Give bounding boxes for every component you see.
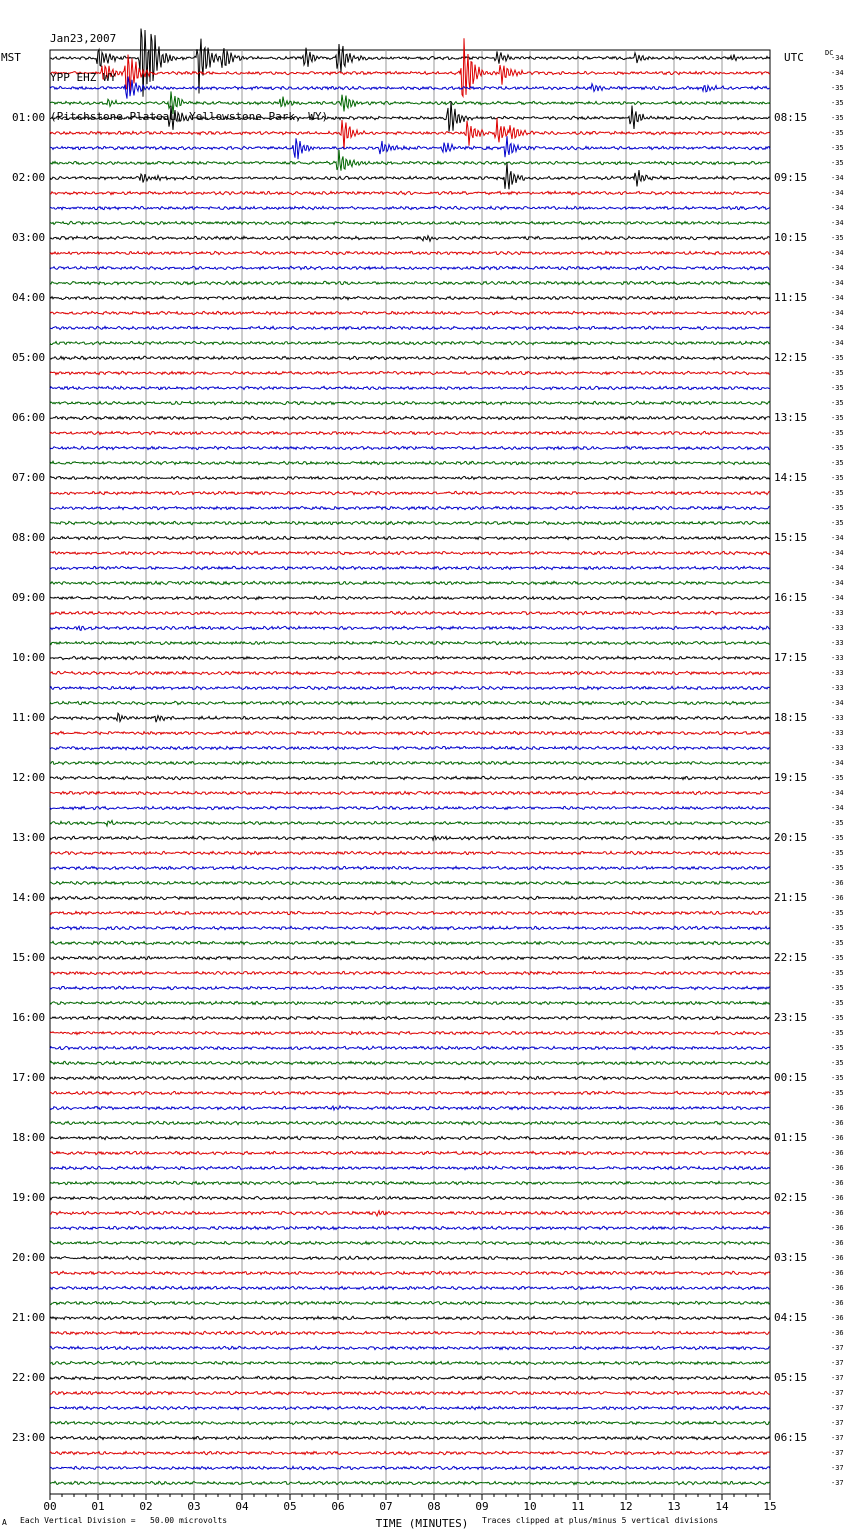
trace-line (50, 1181, 770, 1184)
dc-offset-label: -34 (831, 549, 844, 557)
utc-hour-label: 06:15 (774, 1431, 808, 1444)
dc-offset-label: -36 (831, 1224, 844, 1232)
trace-line (50, 701, 770, 704)
dc-offset-label: -35 (831, 414, 844, 422)
trace-line (50, 713, 770, 722)
trace-line (50, 1046, 770, 1049)
utc-hour-label: 00:15 (774, 1071, 808, 1084)
dc-offset-label: -34 (831, 294, 844, 302)
trace-line (50, 1376, 770, 1379)
trace-line (50, 1196, 770, 1199)
trace-line (50, 206, 770, 209)
utc-hour-label: 08:15 (774, 111, 808, 124)
dc-offset-label: -35 (831, 144, 844, 152)
mst-hour-label: 12:00 (12, 771, 46, 784)
dc-offset-label: -37 (831, 1419, 844, 1427)
trace-line (50, 821, 770, 827)
dc-offset-label: -35 (831, 384, 844, 392)
x-tick-label: 05 (283, 1500, 297, 1513)
utc-hour-label: 01:15 (774, 1131, 808, 1144)
footer-clip: Traces clipped at plus/minus 5 vertical divisions (482, 1516, 719, 1525)
dc-offset-label: -35 (831, 234, 844, 242)
dc-offset-label: -37 (831, 1344, 844, 1352)
utc-hour-label: 12:15 (774, 351, 808, 364)
dc-offset-label: -36 (831, 1269, 844, 1277)
dc-offset-label: -35 (831, 1044, 844, 1052)
trace-line (50, 491, 770, 494)
utc-hour-label: 05:15 (774, 1371, 808, 1384)
utc-hour-label: 03:15 (774, 1251, 808, 1264)
dc-offset-label: -33 (831, 624, 844, 632)
trace-line (50, 136, 770, 159)
x-tick-label: 11 (571, 1500, 585, 1513)
utc-hour-label: 18:15 (774, 711, 808, 724)
dc-offset-label: -34 (831, 324, 844, 332)
dc-offset-label: -35 (831, 819, 844, 827)
dc-offset-label: -35 (831, 864, 844, 872)
trace-line (50, 1451, 770, 1454)
dc-offset-label: -37 (831, 1449, 844, 1457)
trace-line (50, 1436, 770, 1439)
dc-offset-label: -34 (831, 204, 844, 212)
trace-line (50, 1121, 770, 1124)
dc-offset-label: -33 (831, 654, 844, 662)
dc-offset-label: -36 (831, 1134, 844, 1142)
trace-line (50, 461, 770, 464)
trace-line (50, 941, 770, 944)
dc-offset-label: -33 (831, 714, 844, 722)
dc-offset-label: -35 (831, 504, 844, 512)
dc-offset-label: -35 (831, 969, 844, 977)
trace-line (50, 1241, 770, 1244)
dc-offset-label: -35 (831, 939, 844, 947)
trace-line (50, 1466, 770, 1469)
mst-hour-label: 08:00 (12, 531, 46, 544)
trace-line (50, 236, 770, 242)
trace-line (50, 641, 770, 644)
x-tick-label: 06 (331, 1500, 345, 1513)
trace-line (50, 506, 770, 509)
dc-offset-label: -37 (831, 1359, 844, 1367)
utc-hour-label: 14:15 (774, 471, 808, 484)
mst-hour-label: 22:00 (12, 1371, 46, 1384)
dc-offset-label: -35 (831, 459, 844, 467)
mst-hour-label: 13:00 (12, 831, 46, 844)
dc-offset-label: -36 (831, 1254, 844, 1262)
dc-offset-label: -35 (831, 399, 844, 407)
trace-line (50, 1076, 770, 1079)
trace-line (50, 791, 770, 794)
trace-line (50, 281, 770, 284)
trace-line (50, 746, 770, 749)
trace-line (50, 881, 770, 884)
trace-line (50, 911, 770, 914)
header (50, 6, 328, 136)
x-tick-label: 13 (667, 1500, 681, 1513)
dc-offset-label: -34 (831, 54, 844, 62)
trace-line (50, 1391, 770, 1394)
trace-line (50, 296, 770, 299)
trace-line (50, 1061, 770, 1064)
mst-hour-label: 16:00 (12, 1011, 46, 1024)
trace-line (50, 221, 770, 224)
mst-hour-label: 04:00 (12, 291, 46, 304)
mst-hour-label: 19:00 (12, 1191, 46, 1204)
dc-offset-label: -34 (831, 264, 844, 272)
x-tick-label: 14 (715, 1500, 729, 1513)
trace-line (50, 326, 770, 329)
dc-offset-label: -36 (831, 1104, 844, 1112)
utc-label: UTC (784, 51, 804, 64)
dc-offset-label: -35 (831, 1014, 844, 1022)
trace-line (50, 806, 770, 809)
header-station: YPP EHZ WY (50, 71, 117, 84)
dc-offset-label: -34 (831, 189, 844, 197)
header-date: Jan23,2007 (50, 32, 117, 45)
mst-hour-label: 02:00 (12, 171, 46, 184)
trace-line (50, 1226, 770, 1229)
trace-line (50, 356, 770, 359)
dc-offset-label: -36 (831, 1194, 844, 1202)
dc-label: DC (825, 49, 834, 57)
dc-offset-label: -35 (831, 924, 844, 932)
trace-line (50, 1406, 770, 1409)
trace-line (50, 1331, 770, 1334)
dc-offset-label: -37 (831, 1434, 844, 1442)
footer-scale: Each Vertical Division = 50.00 microvolts (20, 1516, 228, 1525)
trace-line (50, 566, 770, 569)
trace-line (50, 626, 770, 630)
trace-line (50, 611, 770, 614)
trace-line (50, 1016, 770, 1019)
dc-offset-label: -35 (831, 159, 844, 167)
dc-offset-label: -34 (831, 69, 844, 77)
trace-line (50, 536, 770, 539)
x-tick-label: 03 (187, 1500, 201, 1513)
trace-line (50, 311, 770, 314)
dc-offset-label: -36 (831, 1329, 844, 1337)
dc-offset-label: -35 (831, 114, 844, 122)
dc-offset-label: -35 (831, 444, 844, 452)
utc-hour-label: 04:15 (774, 1311, 808, 1324)
dc-offset-label: -35 (831, 1059, 844, 1067)
dc-offset-label: -34 (831, 789, 844, 797)
trace-line (50, 386, 770, 389)
trace-line (50, 446, 770, 449)
trace-line (50, 431, 770, 434)
dc-offset-label: -36 (831, 1119, 844, 1127)
dc-offset-label: -35 (831, 834, 844, 842)
trace-line (50, 1346, 770, 1349)
dc-offset-label: -36 (831, 1149, 844, 1157)
trace-line (50, 163, 770, 190)
mst-hour-label: 21:00 (12, 1311, 46, 1324)
trace-line (50, 341, 770, 344)
trace-line (50, 1361, 770, 1364)
trace-line (50, 866, 770, 869)
x-tick-label: 04 (235, 1500, 249, 1513)
trace-line (50, 150, 770, 171)
trace-line (50, 476, 770, 479)
dc-offset-label: -35 (831, 909, 844, 917)
trace-line (50, 401, 770, 404)
utc-hour-label: 21:15 (774, 891, 808, 904)
dc-offset-label: -36 (831, 1314, 844, 1322)
utc-hour-label: 19:15 (774, 771, 808, 784)
trace-line (50, 551, 770, 554)
x-tick-label: 12 (619, 1500, 633, 1513)
mst-hour-label: 03:00 (12, 231, 46, 244)
trace-line (50, 1301, 770, 1304)
trace-line (50, 191, 770, 194)
dc-offset-label: -35 (831, 984, 844, 992)
trace-line (50, 1421, 770, 1424)
utc-hour-label: 20:15 (774, 831, 808, 844)
mst-hour-label: 15:00 (12, 951, 46, 964)
dc-offset-label: -34 (831, 564, 844, 572)
trace-line (50, 956, 770, 959)
x-tick-label: 07 (379, 1500, 393, 1513)
mst-hour-label: 06:00 (12, 411, 46, 424)
utc-hour-label: 10:15 (774, 231, 808, 244)
dc-offset-label: -34 (831, 249, 844, 257)
x-tick-label: 02 (139, 1500, 153, 1513)
utc-hour-label: 13:15 (774, 411, 808, 424)
dc-offset-label: -35 (831, 999, 844, 1007)
x-tick-label: 00 (43, 1500, 57, 1513)
dc-offset-label: -37 (831, 1404, 844, 1412)
dc-offset-label: -33 (831, 744, 844, 752)
trace-line (50, 1136, 770, 1139)
dc-offset-label: -34 (831, 534, 844, 542)
mst-hour-label: 01:00 (12, 111, 46, 124)
utc-hour-label: 17:15 (774, 651, 808, 664)
dc-offset-label: -36 (831, 1164, 844, 1172)
dc-offset-label: -34 (831, 174, 844, 182)
dc-offset-label: -35 (831, 519, 844, 527)
dc-offset-label: -34 (831, 219, 844, 227)
dc-offset-label: -34 (831, 309, 844, 317)
trace-line (50, 926, 770, 929)
trace-line (50, 776, 770, 779)
dc-offset-label: -35 (831, 429, 844, 437)
x-tick-label: 15 (763, 1500, 777, 1513)
dc-offset-label: -36 (831, 1209, 844, 1217)
trace-line (50, 1091, 770, 1094)
trace-line (50, 371, 770, 374)
dc-offset-label: -36 (831, 879, 844, 887)
dc-offset-label: -33 (831, 729, 844, 737)
dc-offset-label: -35 (831, 1089, 844, 1097)
trace-line (50, 1106, 770, 1110)
trace-line (50, 686, 770, 689)
x-tick-label: 01 (91, 1500, 105, 1513)
trace-line (50, 1286, 770, 1289)
dc-offset-label: -35 (831, 954, 844, 962)
utc-hour-label: 22:15 (774, 951, 808, 964)
dc-offset-label: -34 (831, 594, 844, 602)
dc-offset-label: -34 (831, 579, 844, 587)
dc-offset-label: -34 (831, 699, 844, 707)
footer-mark: A (2, 1518, 7, 1527)
mst-hour-label: 20:00 (12, 1251, 46, 1264)
mst-hour-label: 18:00 (12, 1131, 46, 1144)
dc-offset-label: -35 (831, 1029, 844, 1037)
dc-offset-label: -37 (831, 1464, 844, 1472)
utc-hour-label: 02:15 (774, 1191, 808, 1204)
dc-offset-label: -36 (831, 1299, 844, 1307)
dc-offset-label: -35 (831, 1074, 844, 1082)
trace-line (50, 416, 770, 419)
trace-line (50, 1001, 770, 1004)
trace-line (50, 1256, 770, 1259)
utc-hour-label: 23:15 (774, 1011, 808, 1024)
mst-hour-label: 11:00 (12, 711, 46, 724)
dc-offset-label: -35 (831, 774, 844, 782)
x-tick-label: 09 (475, 1500, 489, 1513)
dc-offset-label: -35 (831, 354, 844, 362)
mst-hour-label: 14:00 (12, 891, 46, 904)
dc-offset-label: -36 (831, 1239, 844, 1247)
utc-hour-label: 09:15 (774, 171, 808, 184)
dc-offset-label: -34 (831, 279, 844, 287)
dc-offset-label: -33 (831, 639, 844, 647)
dc-offset-label: -33 (831, 669, 844, 677)
dc-offset-label: -35 (831, 129, 844, 137)
mst-hour-label: 09:00 (12, 591, 46, 604)
trace-line (50, 851, 770, 854)
utc-hour-label: 16:15 (774, 591, 808, 604)
dc-offset-label: -36 (831, 1284, 844, 1292)
utc-hour-label: 15:15 (774, 531, 808, 544)
mst-hour-label: 05:00 (12, 351, 46, 364)
dc-offset-label: -37 (831, 1389, 844, 1397)
mst-hour-label: 10:00 (12, 651, 46, 664)
dc-offset-label: -35 (831, 369, 844, 377)
x-tick-label: 10 (523, 1500, 537, 1513)
trace-line (50, 761, 770, 764)
dc-offset-label: -36 (831, 894, 844, 902)
mst-hour-label: 07:00 (12, 471, 46, 484)
trace-line (50, 731, 770, 734)
trace-line (50, 656, 770, 659)
trace-line (50, 971, 770, 974)
trace-line (50, 581, 770, 584)
trace-line (50, 1481, 770, 1484)
trace-line (50, 596, 770, 599)
trace-line (50, 836, 770, 840)
dc-offset-label: -34 (831, 804, 844, 812)
trace-line (50, 1151, 770, 1154)
dc-offset-label: -33 (831, 684, 844, 692)
trace-line (50, 1211, 770, 1216)
dc-offset-label: -35 (831, 84, 844, 92)
trace-line (50, 986, 770, 989)
header-location: (Pitchstone Plateau, Yellowstone Park, WY) (50, 110, 329, 123)
x-tick-label: 08 (427, 1500, 441, 1513)
dc-offset-label: -35 (831, 849, 844, 857)
trace-line (50, 266, 770, 269)
utc-hour-label: 11:15 (774, 291, 808, 304)
mst-hour-label: 23:00 (12, 1431, 46, 1444)
dc-offset-label: -36 (831, 1179, 844, 1187)
trace-line (50, 1031, 770, 1034)
dc-offset-label: -33 (831, 609, 844, 617)
dc-offset-label: -37 (831, 1479, 844, 1487)
trace-line (50, 521, 770, 524)
dc-offset-label: -37 (831, 1374, 844, 1382)
trace-line (50, 1316, 770, 1319)
dc-offset-label: -34 (831, 339, 844, 347)
x-axis-label: TIME (MINUTES) (375, 1517, 469, 1530)
mst-hour-label: 17:00 (12, 1071, 46, 1084)
dc-offset-label: -35 (831, 489, 844, 497)
trace-line (50, 1166, 770, 1169)
mst-label: MST (1, 51, 21, 64)
trace-line (50, 671, 770, 674)
trace-line (50, 251, 770, 254)
dc-offset-label: -35 (831, 474, 844, 482)
dc-offset-label: -34 (831, 759, 844, 767)
dc-offset-label: -35 (831, 99, 844, 107)
trace-line (50, 896, 770, 899)
trace-line (50, 1271, 770, 1274)
